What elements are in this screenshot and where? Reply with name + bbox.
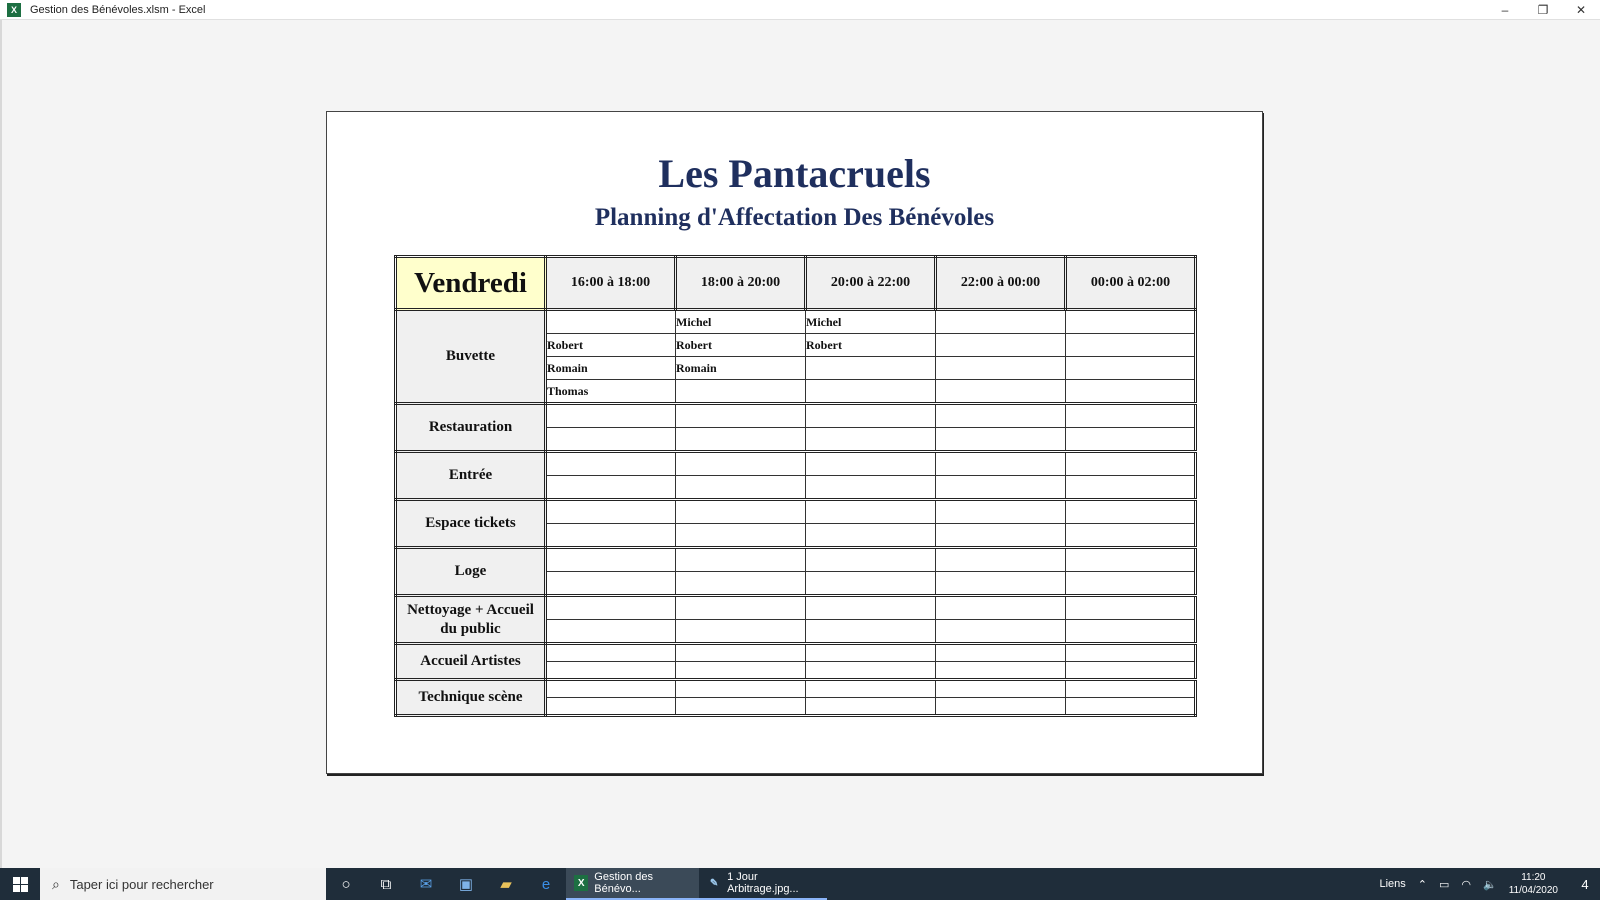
photo-viewer-icon: ✎: [709, 877, 719, 889]
slot-header[interactable]: 22:00 à 00:00: [936, 257, 1066, 310]
role-label[interactable]: Technique scène: [396, 680, 546, 716]
volume-icon[interactable]: 🔈: [1482, 878, 1497, 891]
volunteer-cell[interactable]: [936, 644, 1066, 662]
role-label[interactable]: Loge: [396, 548, 546, 596]
volunteer-cell[interactable]: [1066, 680, 1196, 698]
volunteer-cell[interactable]: [1066, 500, 1196, 524]
volunteer-cell[interactable]: [936, 680, 1066, 698]
volunteer-cell[interactable]: [546, 428, 676, 452]
table-row: [396, 680, 1196, 698]
volunteer-cell[interactable]: [546, 698, 676, 716]
volunteer-cell[interactable]: [936, 620, 1066, 644]
volunteer-cell[interactable]: [546, 596, 676, 620]
volunteer-cell[interactable]: [806, 620, 936, 644]
planning-sheet: [326, 111, 1263, 774]
volunteer-cell[interactable]: [1066, 404, 1196, 428]
volunteer-cell[interactable]: [936, 548, 1066, 572]
volunteer-cell[interactable]: [806, 357, 936, 380]
volunteer-cell[interactable]: [676, 620, 806, 644]
volunteer-cell[interactable]: [676, 428, 806, 452]
role-label[interactable]: Entrée: [396, 452, 546, 500]
volunteer-cell[interactable]: [1066, 572, 1196, 596]
table-row: [396, 452, 1196, 476]
volunteer-cell[interactable]: [936, 662, 1066, 680]
search-placeholder: Taper ici pour rechercher: [69, 876, 214, 892]
volunteer-cell[interactable]: [676, 596, 806, 620]
volunteer-cell[interactable]: [676, 524, 806, 548]
volunteer-cell[interactable]: [676, 644, 806, 662]
slot-header[interactable]: 00:00 à 02:00: [1066, 257, 1196, 310]
volunteer-cell[interactable]: [806, 428, 936, 452]
volunteer-cell[interactable]: [546, 500, 676, 524]
volunteer-cell[interactable]: [676, 662, 806, 680]
taskbar: [0, 868, 1600, 900]
store-icon[interactable]: ▣: [458, 876, 474, 893]
start-button[interactable]: [0, 868, 40, 900]
wifi-icon[interactable]: ◠: [1461, 878, 1471, 891]
volunteer-cell[interactable]: [1066, 310, 1196, 334]
volunteer-cell[interactable]: [936, 404, 1066, 428]
sheet-title: Les Pantacruels: [658, 151, 931, 196]
day-header[interactable]: Vendredi: [396, 257, 546, 310]
volunteer-cell[interactable]: Robert: [676, 334, 806, 357]
table-row: [396, 310, 1196, 334]
volunteer-cell[interactable]: [936, 334, 1066, 357]
clock-date: 11/04/2020: [1508, 885, 1558, 896]
volunteer-cell[interactable]: [1066, 662, 1196, 680]
volunteer-cell[interactable]: Robert: [806, 334, 936, 357]
volunteer-cell[interactable]: [1066, 452, 1196, 476]
volunteer-cell[interactable]: Romain: [546, 357, 676, 380]
volunteer-cell[interactable]: [546, 524, 676, 548]
volunteer-cell[interactable]: [1066, 334, 1196, 357]
volunteer-cell[interactable]: [676, 404, 806, 428]
volunteer-cell[interactable]: [936, 452, 1066, 476]
table-row: [396, 404, 1196, 428]
volunteer-cell[interactable]: Michel: [806, 310, 936, 334]
window-titlebar: [0, 0, 1600, 20]
mail-icon[interactable]: ✉: [419, 876, 433, 893]
volunteer-cell[interactable]: [936, 310, 1066, 334]
volunteer-cell[interactable]: [936, 572, 1066, 596]
volunteer-cell[interactable]: [806, 680, 936, 698]
volunteer-cell[interactable]: [676, 380, 806, 404]
role-label[interactable]: Espace tickets: [396, 500, 546, 548]
workspace-edge: [0, 20, 2, 868]
planning-table: [394, 255, 1197, 717]
volunteer-cell[interactable]: [546, 404, 676, 428]
volunteer-cell[interactable]: [1066, 476, 1196, 500]
cortana-icon[interactable]: ○: [341, 875, 351, 893]
clock[interactable]: [1509, 871, 1558, 897]
volunteer-cell[interactable]: [1066, 548, 1196, 572]
volunteer-cell[interactable]: [806, 572, 936, 596]
volunteer-cell[interactable]: [936, 380, 1066, 404]
excel-app-icon[interactable]: X: [7, 3, 21, 17]
minimize-button[interactable]: –: [1501, 2, 1509, 17]
volunteer-cell[interactable]: [936, 476, 1066, 500]
volunteer-cell[interactable]: [1066, 380, 1196, 404]
volunteer-cell[interactable]: [676, 500, 806, 524]
windows-logo-icon: [13, 877, 28, 892]
volunteer-cell[interactable]: [546, 662, 676, 680]
slot-header[interactable]: 18:00 à 20:00: [676, 257, 806, 310]
volunteer-cell[interactable]: [936, 428, 1066, 452]
role-label[interactable]: Restauration: [396, 404, 546, 452]
volunteer-cell[interactable]: [676, 476, 806, 500]
taskbar-app-excel[interactable]: [566, 868, 699, 900]
notification-center-icon[interactable]: [1570, 868, 1600, 900]
links-toolbar[interactable]: Liens: [1379, 878, 1406, 890]
slot-header[interactable]: 16:00 à 18:00: [546, 257, 676, 310]
volunteer-cell[interactable]: [806, 380, 936, 404]
volunteer-cell[interactable]: [936, 500, 1066, 524]
volunteer-cell[interactable]: [1066, 596, 1196, 620]
volunteer-cell[interactable]: [806, 596, 936, 620]
volunteer-cell[interactable]: Michel: [676, 310, 806, 334]
volunteer-cell[interactable]: [806, 524, 936, 548]
role-label[interactable]: Buvette: [396, 310, 546, 404]
volunteer-cell[interactable]: [806, 476, 936, 500]
volunteer-cell[interactable]: [1066, 644, 1196, 662]
volunteer-cell[interactable]: [1066, 524, 1196, 548]
volunteer-cell[interactable]: [936, 357, 1066, 380]
volunteer-cell[interactable]: Robert: [546, 334, 676, 357]
table-row: [396, 548, 1196, 572]
excel-icon: X: [574, 875, 588, 891]
taskbar-search-box[interactable]: [40, 868, 326, 900]
header-row: [396, 257, 1196, 310]
window-title: Gestion des Bénévoles.xlsm - Excel: [30, 3, 206, 16]
volunteer-cell[interactable]: [676, 572, 806, 596]
volunteer-cell[interactable]: [546, 476, 676, 500]
slot-header[interactable]: 20:00 à 22:00: [806, 257, 936, 310]
volunteer-cell[interactable]: Romain: [676, 357, 806, 380]
volunteer-cell[interactable]: [546, 620, 676, 644]
volunteer-cell[interactable]: [806, 662, 936, 680]
system-tray: [1373, 868, 1600, 900]
role-label[interactable]: Accueil Artistes: [396, 644, 546, 680]
volunteer-cell[interactable]: [936, 524, 1066, 548]
volunteer-cell[interactable]: [546, 644, 676, 662]
volunteer-cell[interactable]: [806, 548, 936, 572]
close-button[interactable]: ✕: [1575, 2, 1587, 17]
volunteer-cell[interactable]: [806, 644, 936, 662]
volunteer-cell[interactable]: [546, 680, 676, 698]
volunteer-cell[interactable]: [676, 698, 806, 716]
search-icon: ⌕: [52, 875, 60, 892]
volunteer-cell[interactable]: Thomas: [546, 380, 676, 404]
file-explorer-icon[interactable]: ▰: [500, 876, 512, 893]
volunteer-cell[interactable]: [936, 596, 1066, 620]
volunteer-cell[interactable]: [546, 548, 676, 572]
volunteer-cell[interactable]: [1066, 698, 1196, 716]
restore-button[interactable]: ❐: [1537, 2, 1549, 17]
volunteer-cell[interactable]: [676, 452, 806, 476]
window-controls: [1486, 0, 1600, 19]
volunteer-cell[interactable]: [936, 698, 1066, 716]
volunteer-cell[interactable]: [806, 698, 936, 716]
battery-icon[interactable]: ▭: [1438, 878, 1450, 891]
table-row: [396, 644, 1196, 662]
edge-browser-icon[interactable]: e: [541, 875, 551, 893]
taskbar-app-label: 1 Jour Arbitrage.jpg...: [727, 871, 799, 895]
volunteer-cell[interactable]: [546, 452, 676, 476]
volunteer-cell[interactable]: [1066, 620, 1196, 644]
volunteer-cell[interactable]: [806, 404, 936, 428]
notification-count: 4: [1581, 876, 1589, 892]
volunteer-cell[interactable]: [676, 680, 806, 698]
table-row: [396, 596, 1196, 620]
volunteer-cell[interactable]: [1066, 357, 1196, 380]
clock-time: 11:20: [1521, 872, 1546, 883]
volunteer-cell[interactable]: [806, 452, 936, 476]
volunteer-cell[interactable]: [676, 548, 806, 572]
volunteer-cell[interactable]: [546, 310, 676, 334]
volunteer-cell[interactable]: [1066, 428, 1196, 452]
taskbar-app-label: Gestion des Bénévo...: [594, 871, 653, 895]
volunteer-cell[interactable]: [806, 500, 936, 524]
task-view-icon[interactable]: ⧉: [380, 875, 392, 893]
taskbar-app-photos[interactable]: [699, 868, 827, 900]
role-label[interactable]: Nettoyage + Accueil du public: [396, 596, 546, 644]
chevron-up-icon[interactable]: ⌃: [1417, 878, 1427, 891]
volunteer-cell[interactable]: [546, 572, 676, 596]
sheet-subtitle: Planning d'Affectation Des Bénévoles: [594, 204, 995, 231]
table-row: [396, 500, 1196, 524]
